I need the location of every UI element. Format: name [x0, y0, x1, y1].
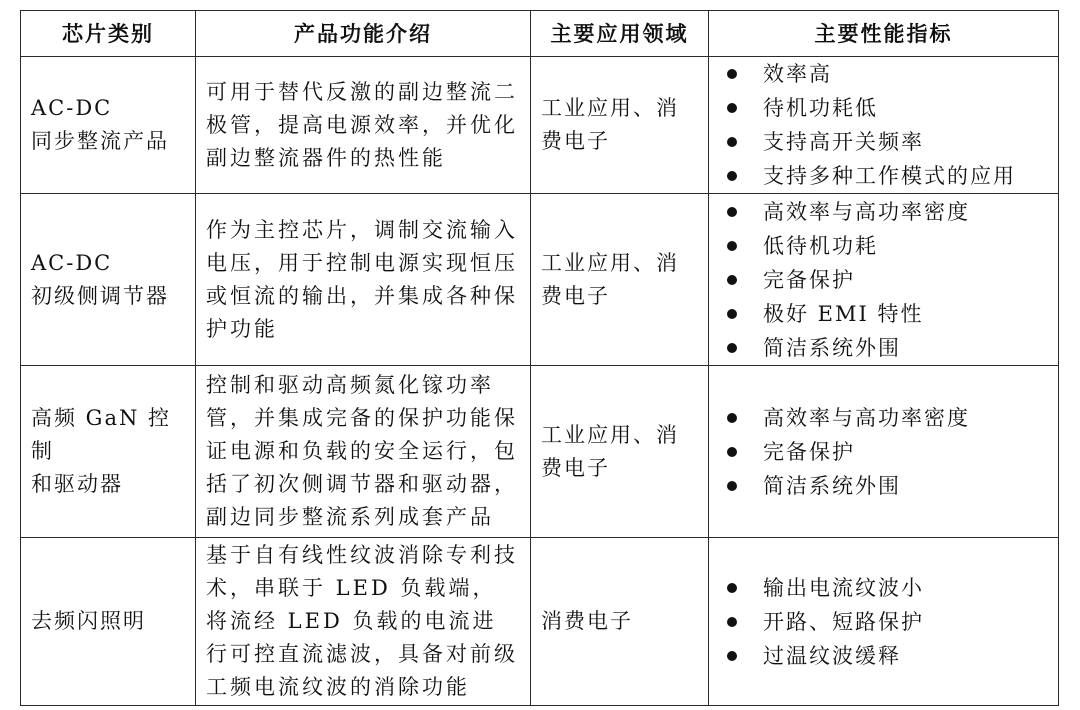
bullet-icon — [727, 309, 737, 319]
feature-item: 简洁系统外围 — [727, 331, 1048, 365]
application-domain: 工业应用、消费电子 — [531, 194, 709, 366]
bullet-icon — [727, 275, 737, 285]
application-domain: 工业应用、消费电子 — [531, 366, 709, 538]
bullet-icon — [727, 171, 737, 181]
feature-item: 待机功耗低 — [727, 91, 1048, 125]
bullet-icon — [727, 207, 737, 217]
application-domain: 工业应用、消费电子 — [531, 57, 709, 194]
product-description: 基于自有线性纹波消除专利技术，串联于 LED 负载端，将流经 LED 负载的电流进行可控直流滤波，具备对前级工频电流纹波的消除功能 — [196, 538, 531, 706]
feature-item: 极好 EMI 特性 — [727, 297, 1048, 331]
chip-category-line: AC-DC — [31, 250, 113, 275]
performance-cell — [709, 366, 1059, 538]
product-description: 作为主控芯片，调制交流输入电压，用于控制电源实现恒压或恒流的输出，并集成各种保护功能 — [196, 194, 531, 366]
bullet-icon — [727, 137, 737, 147]
chip-category-line: 和驱动器 — [31, 472, 123, 496]
bullet-icon — [727, 103, 737, 113]
feature-item: 开路、短路保护 — [727, 605, 1048, 639]
chip-category-cell — [21, 57, 196, 194]
chip-category-line: 同步整流产品 — [31, 129, 169, 153]
chip-category-line: 初级侧调节器 — [31, 283, 169, 308]
feature-list — [719, 195, 1048, 365]
bullet-icon — [727, 481, 737, 491]
bullet-icon — [727, 413, 737, 423]
performance-cell — [709, 57, 1059, 194]
feature-item: 简洁系统外围 — [727, 469, 1048, 503]
feature-list — [719, 57, 1048, 193]
chip-category-line: AC-DC — [31, 96, 113, 120]
product-description: 控制和驱动高频氮化镓功率管，并集成完备的保护功能保证电源和负载的安全运行，包括了初次侧调节器和驱动器，副边同步整流系列成套产品 — [196, 366, 531, 538]
feature-item: 完备保护 — [727, 435, 1048, 469]
header-application-domain: 主要应用领域 — [531, 11, 709, 57]
chip-category-cell — [21, 366, 196, 538]
table-row — [21, 366, 1059, 538]
header-product-function: 产品功能介绍 — [196, 11, 531, 57]
chip-category-cell — [21, 194, 196, 366]
bullet-icon — [727, 617, 737, 627]
table-row — [21, 194, 1059, 366]
chip-category-line: 去频闪照明 — [31, 609, 146, 633]
product-spec-table — [20, 10, 1059, 706]
performance-cell — [709, 194, 1059, 366]
header-row — [21, 11, 1059, 57]
feature-item: 过温纹波缓释 — [727, 639, 1048, 673]
feature-item: 高效率与高功率密度 — [727, 401, 1048, 435]
feature-item: 效率高 — [727, 57, 1048, 91]
bullet-icon — [727, 241, 737, 251]
chip-category-cell — [21, 538, 196, 706]
bullet-icon — [727, 447, 737, 457]
feature-item: 高效率与高功率密度 — [727, 195, 1048, 229]
chip-category-line: 高频 GaN 控制 — [31, 406, 172, 463]
header-performance-indicators: 主要性能指标 — [709, 11, 1059, 57]
bullet-icon — [727, 343, 737, 353]
feature-list — [719, 401, 1048, 503]
feature-item: 支持高开关频率 — [727, 125, 1048, 159]
bullet-icon — [727, 651, 737, 661]
table-row — [21, 57, 1059, 194]
feature-item: 完备保护 — [727, 263, 1048, 297]
feature-list — [719, 571, 1048, 673]
feature-item: 输出电流纹波小 — [727, 571, 1048, 605]
header-chip-category: 芯片类别 — [21, 11, 196, 57]
bullet-icon — [727, 583, 737, 593]
performance-cell — [709, 538, 1059, 706]
application-domain: 消费电子 — [531, 538, 709, 706]
table-row — [21, 538, 1059, 706]
bullet-icon — [727, 69, 737, 79]
product-description: 可用于替代反激的副边整流二极管，提高电源效率，并优化副边整流器件的热性能 — [196, 57, 531, 194]
feature-item: 支持多种工作模式的应用 — [727, 159, 1048, 193]
feature-item: 低待机功耗 — [727, 229, 1048, 263]
